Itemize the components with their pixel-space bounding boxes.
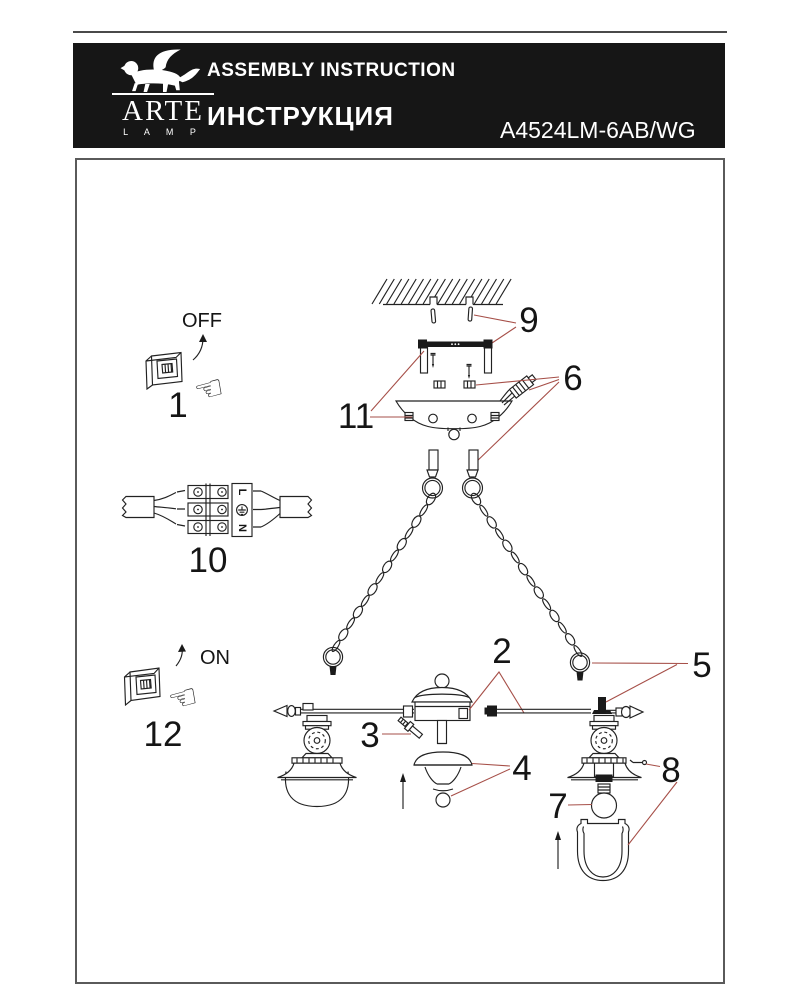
toggle-arrow-icon — [199, 334, 207, 342]
callout-4: 4 — [512, 749, 532, 788]
arm-canopy-cap — [414, 752, 472, 807]
insert-arrow-icon — [555, 831, 561, 869]
on-label: ON — [200, 647, 230, 669]
detached-arm — [485, 706, 592, 717]
lamp-shade — [278, 763, 357, 777]
dowel-hole — [466, 297, 473, 305]
pointing-hand-icon: ☜ — [189, 366, 229, 412]
title-russian: ИНСТРУКЦИЯ — [207, 101, 394, 131]
callout-2: 2 — [492, 632, 512, 671]
eye-bolt-left — [423, 450, 443, 498]
callout-6: 6 — [563, 359, 583, 398]
callout-9: 9 — [519, 301, 539, 340]
title-english: ASSEMBLY INSTRUCTION — [207, 60, 456, 81]
callout-8: 8 — [661, 751, 681, 790]
mounting-bar — [418, 340, 493, 374]
canopy-screws — [431, 354, 472, 380]
callout-3: 3 — [360, 716, 380, 755]
model-number: A4524LM-6AB/WG — [500, 117, 696, 143]
dowel-hole — [430, 297, 437, 305]
wire-connector — [509, 373, 537, 398]
switch-off-pictogram — [146, 310, 228, 425]
callout-12: 12 — [143, 715, 183, 754]
toggle-arrow-icon — [178, 644, 186, 652]
chain-end-ring-right — [570, 653, 589, 681]
socket-band — [596, 775, 613, 783]
light-bulb — [592, 784, 617, 818]
chain-left — [331, 492, 438, 653]
brand-subtitle: L A M P — [123, 127, 203, 137]
wire-connection — [123, 484, 312, 581]
switch-on-pictogram — [125, 644, 231, 754]
callout-5: 5 — [692, 646, 712, 685]
shade-screw — [630, 760, 647, 765]
glass-shade — [577, 820, 629, 881]
callout-10: 10 — [188, 541, 228, 580]
arm-socket — [459, 709, 468, 719]
cable-right — [280, 497, 312, 518]
insert-arrow-icon — [400, 773, 406, 809]
terminal-neutral-label: N — [236, 524, 248, 532]
off-label: OFF — [182, 310, 222, 332]
pointing-hand-icon: ☜ — [163, 675, 203, 721]
terminal-live-label: L — [236, 488, 248, 496]
finial-ball — [436, 793, 450, 807]
eye-bolt-right — [463, 450, 483, 498]
callout-7: 7 — [548, 787, 568, 826]
ceiling-hatch — [372, 279, 511, 304]
chain-right — [469, 492, 583, 658]
left-arm — [299, 709, 414, 713]
callout-1: 1 — [168, 386, 188, 425]
spear-finial — [630, 706, 643, 718]
cable-clips — [434, 381, 475, 388]
cable-left — [123, 497, 155, 518]
callout-11: 11 — [337, 397, 375, 436]
wall-dowels — [431, 307, 473, 323]
hanger-peg — [598, 697, 606, 710]
lamp-left-assembled — [274, 704, 357, 807]
brand-name: ARTE — [122, 95, 204, 127]
